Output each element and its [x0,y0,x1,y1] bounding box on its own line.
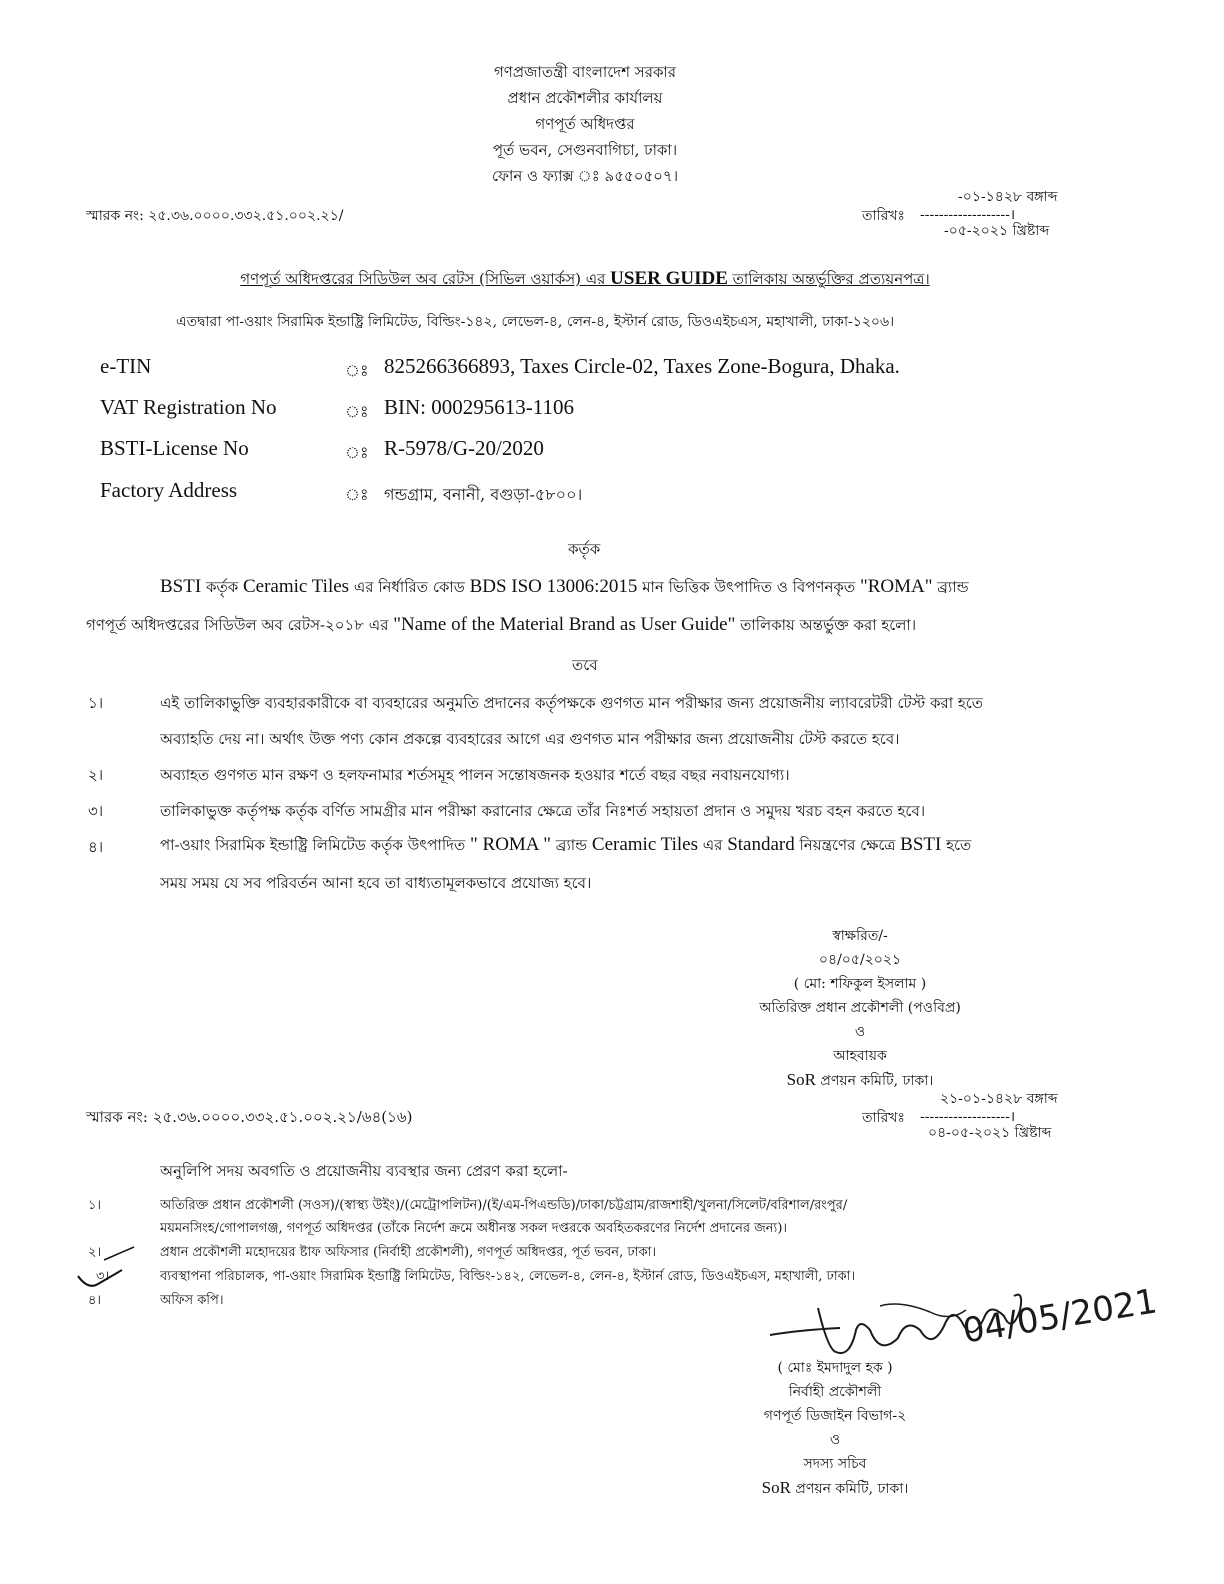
and-separator: ও [854,1024,866,1040]
kortrik-heading: কর্তৃক [568,540,601,558]
text-fragment: প্রণয়ন কমিটি, ঢাকা। [815,1073,934,1089]
date-dashes: -------------------। [920,207,1016,223]
copy-intro: অনুলিপি সদয় অবগতি ও প্রয়োজনীয় ব্যবস্থার জন্য প্রেরণ করা হলো- [160,1162,568,1180]
condition-number: ৩। [88,802,104,820]
condition-text: এই তালিকাভুক্তি ব্যবহারকারীকে বা ব্যবহারের অনুমতি প্রদানের কর্তৃপক্ষকে গুণগত মান পরীক্ষার জন্য প্রয়োজনীয় ল্যাবরেটরী টেস্ট করা হতে [160,694,984,712]
condition-number: ২। [88,766,104,784]
signed-label: স্বাক্ষরিত/- [832,928,888,944]
signatory-division: গণপূর্ত ডিজাইন বিভাগ-২ [763,1408,907,1424]
info-label: e-TIN [100,354,152,378]
signatory-name: ( মোঃ ইমদাদুল হক ) [777,1360,893,1376]
tobe-heading: তবে [572,656,598,674]
text-user-guide-list: "Name of the Material Brand as User Guide" [393,614,736,635]
info-colon: ঃ [345,402,369,421]
info-colon: ঃ [345,443,369,462]
date-gregorian: ০৪-০৫-২০২১ খ্রিষ্টাব্দ [928,1125,1052,1141]
info-colon: ঃ [345,361,369,380]
info-value: R-5978/G-20/2020 [384,436,544,460]
copy-text: অতিরিক্ত প্রধান প্রকৌশলী (সওস)/(স্বাস্থ্য উইং)/(মেট্রোপলিটন)/(ই/এম-পিএন্ডডি)/ঢাকা/চট্টগ্রাম/রাজশাহী/খুলনা/সিলেট/বরিশাল/রংপুর/ [160,1198,848,1213]
text-bsti: BSTI [160,576,202,597]
title-user-guide: USER GUIDE [610,268,728,289]
text-ceramic-tiles: Ceramic Tiles [242,576,350,597]
text-fragment: তালিকায় অন্তর্ভুক্ত করা হলো। [735,616,917,634]
text-fragment: মান ভিত্তিক উৎপাদিত ও বিপণনকৃত [637,578,860,596]
signatory-designation: অতিরিক্ত প্রধান প্রকৌশলী (পওবিপ্র) [759,1000,961,1016]
header-government: গণপ্রজাতন্ত্রী বাংলাদেশ সরকার [493,63,677,81]
condition-number: ১। [88,694,104,712]
signatory-committee [710,1476,960,1501]
header-address: পূর্ত ভবন, সেগুনবাগিচা, ঢাকা। [492,141,678,159]
copy-number: ৩। [96,1269,110,1284]
copy-text: অফিস কপি। [160,1293,224,1308]
condition-text: তালিকাভুক্ত কর্তৃপক্ষ কর্তৃক বর্ণিত সামগ্রীর মান পরীক্ষা করানোর ক্ষেত্রে তাঁর নিঃশর্ত সহায়তা প্রদান ও সমুদয় খরচ বহন করতে হবে। [160,802,926,820]
text-fragment: ব্র্যান্ড [932,578,969,596]
text-ceramic-tiles: Ceramic Tiles [591,834,698,855]
info-value: গন্ডগ্রাম, বনানী, বগুড়া-৫৮০০। [384,485,583,504]
company-address-line: এতদ্বারা পা-ওয়াং সিরামিক ইন্ডাষ্ট্রি লিমিটেড, বিল্ডিং-১৪২, লেভেল-৪, লেন-৪, ইস্টার্ন রোড, ডিওএইচএস, মহাখালী, ঢাকা-১২০৬। [176,314,895,330]
text-brand-roma: " ROMA " [470,834,551,855]
info-colon: ঃ [345,485,369,504]
copy-number: ১। [88,1198,102,1213]
text-fragment: কর্তৃক [201,578,243,596]
condition-text: অব্যাহত গুণগত মান রক্ষণ ও হলফনামার শর্তসমূহ পালন সন্তোষজনক হওয়ার শর্তে বছর বছর নবায়নযোগ্য। [160,766,790,784]
info-value: 825266366893, Taxes Circle-02, Taxes Zone-Bogura, Dhaka. [384,354,900,378]
signatory-name: ( মো: শফিকুল ইসলাম ) [793,976,927,992]
date-bangla: ২১-০১-১৪২৮ বঙ্গাব্দ [940,1091,1058,1107]
header-office: প্রধান প্রকৌশলীর কার্যালয় [507,89,663,107]
memo2-reference: স্মারক নং: ২৫.৩৬.০০০০.৩৩২.৫১.০০২.২১/৬৪(১৬) [86,1108,413,1126]
signatory-designation: নির্বাহী প্রকৌশলী [788,1384,882,1400]
title-text-pre: গণপূর্ত অধিদপ্তরের সিডিউল অব রেটস (সিভিল ওয়ার্কস) এর [240,270,611,288]
handwritten-date: 04/05/2021 [960,1281,1160,1352]
date-label: তারিখঃ [862,208,905,224]
text-fragment: এর নির্ধারিত কোড [349,578,470,596]
title-text-post: তালিকায় অন্তর্ভুক্তির প্রত্যয়নপত্র। [727,270,930,288]
and-separator: ও [829,1432,841,1448]
date-bangla: -০১-১৪২৮ বঙ্গাব্দ [958,189,1058,205]
text-fragment: গণপূর্ত অধিদপ্তরের সিডিউল অব রেটস-২০১৮ এর [86,616,394,634]
copy-text: ব্যবস্থাপনা পরিচালক, পা-ওয়াং সিরামিক ইন্ডাষ্ট্রি লিমিটেড, বিল্ডিং-১৪২, লেভেল-৪, লেন-৪, ইস্টার্ন রোড, ডিওএইচএস, মহাখালী, ঢাকা। [160,1269,856,1284]
text-fragment: পা-ওয়াং সিরামিক ইন্ডাষ্ট্রি লিমিটেড কর্তৃক উৎপাদিত [160,836,471,854]
copy-number: ৪। [88,1293,102,1308]
info-label: Factory Address [100,478,238,502]
info-value: BIN: 000295613-1106 [384,395,574,419]
memo-reference: স্মারক নং: ২৫.৩৬.০০০০.৩৩২.৫১.০০২.২১/ [86,208,344,224]
condition-text: অব্যাহতি দেয় না। অর্থাৎ উক্ত পণ্য কোন প্রকল্পে ব্যবহারের আগে এর গুণগত মান পরীক্ষার জন্য প্রয়োজনীয় টেস্ট করতে হবে। [160,730,900,748]
info-label: BSTI-License No [100,436,249,460]
text-fragment: প্রণয়ন কমিটি, ঢাকা। [790,1481,909,1497]
date-label: তারিখঃ [862,1110,905,1126]
text-fragment: হতে [941,836,972,854]
condition-number: ৪। [88,838,104,856]
signatory-role: সদস্য সচিব [803,1456,867,1472]
signed-date: ০৪/০৫/২০২১ [818,952,902,968]
text-standard-code: BDS ISO 13006:2015 [469,576,638,597]
info-label: VAT Registration No [100,395,277,419]
text-sor: SoR [761,1478,791,1497]
text-fragment: এর [697,836,728,854]
text-fragment: নিয়ন্ত্রণের ক্ষেত্রে [794,836,901,854]
text-bsti: BSTI [900,834,942,855]
header-department: গণপূর্ত অধিদপ্তর [535,115,635,133]
copy-text: ময়মনসিংহ/গোপালগঞ্জ, গণপূর্ত অধিদপ্তর (তাঁকে নির্দেশ ক্রমে অধীনস্ত সকল দপ্তরকে অবহিতকরণের নির্দেশ প্রদানের জন্য)। [160,1221,788,1236]
date-gregorian: -০৫-২০২১ খ্রিষ্টাব্দ [944,223,1050,239]
copy-number: ২। [88,1245,102,1260]
text-standard: Standard [727,834,795,855]
date-dashes: -------------------। [920,1109,1016,1125]
signatory-role: আহবায়ক [833,1048,887,1064]
condition-text: সময় সময় যে সব পরিবর্তন আনা হবে তা বাধ্যতামূলকভাবে প্রযোজ্য হবে। [160,874,592,892]
text-brand-roma: "ROMA" [859,576,933,597]
text-fragment: ব্র্যান্ড [551,836,592,854]
copy-text: প্রধান প্রকৌশলী মহোদয়ের ষ্টাফ অফিসার (নির্বাহী প্রকৌশলী), গণপূর্ত অধিদপ্তর, পূর্ত ভবন, ঢাকা। [160,1245,656,1260]
text-sor: SoR [786,1070,816,1089]
header-phone: ফোন ও ফ্যাক্স ঃ ৯৫৫০৫০৭। [491,167,679,185]
